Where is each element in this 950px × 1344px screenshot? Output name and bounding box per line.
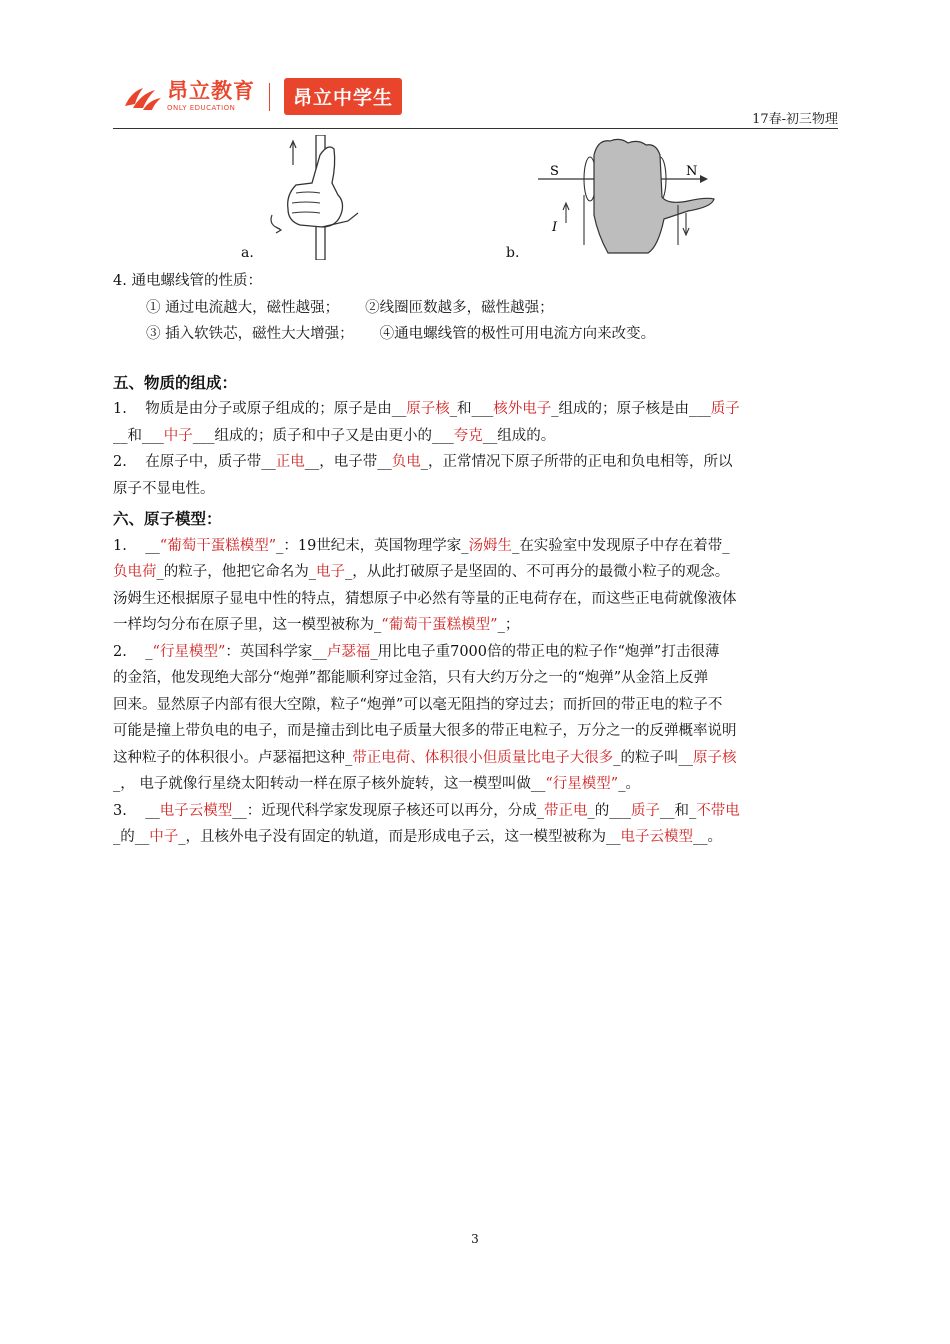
solenoid-properties-line-1: ① 通过电流越大，磁性越强； ②线圈匝数越多，磁性越强； — [146, 299, 554, 316]
page-number: 3 — [471, 1232, 479, 1246]
figure-b-solenoid-hand-image — [528, 135, 728, 260]
solenoid-properties-title: 4. 通电螺线管的性质： — [113, 273, 262, 289]
course-label: 17春-初三物理 — [752, 112, 838, 127]
figure-b-label: b. — [506, 245, 520, 261]
model-1-line-4: 一样均匀分布在原子里，这一模型被称为_“葡萄干蛋糕模型”_； — [113, 617, 520, 633]
composition-paragraph-2: 2. 在原子中，质子带__正电__，电子带__负电_，正常情况下原子所带的正电和负电相等，所以 — [113, 454, 733, 470]
section-composition-title: 五、物质的组成： — [113, 373, 238, 392]
solenoid-properties-line-2: ③ 插入软铁芯，磁性大大增强； ④通电螺线管的极性可用电流方向来改变。 — [146, 326, 656, 342]
logo-divider — [269, 83, 270, 111]
composition-paragraph-1-cont: __和___中子___组成的；质子和中子又是由更小的___夸克__组成的。 — [113, 427, 556, 444]
model-1-line-2: 负电荷_的粒子，他把它命名为_电子_，从此打破原子是坚固的、不可再分的最微小粒子的观念。 — [113, 564, 730, 580]
composition-paragraph-1: 1. 物质是由分子或原子组成的；原子是由__原子核_和___核外电子_组成的；原子核是由___质子 — [113, 401, 740, 417]
main-content — [113, 268, 838, 851]
composition-paragraph-2-cont: 原子不显电性。 — [113, 480, 215, 497]
figure-b-current-label: I — [552, 220, 558, 235]
page-header — [113, 72, 838, 130]
model-2-line-4: 可能是撞上带负电的电子，而是撞击到比电子质量大很多的带正电粒子，万分之一的反弹概率说明 — [113, 723, 737, 739]
model-2-line-2: 的金箔，他发现绝大部分“炮弹”都能顺利穿过金箔，只有大约万分之一的“炮弹”从金箔上反弹 — [113, 670, 709, 686]
logo-english-name: ONLY EDUCATION — [167, 104, 236, 112]
model-3-line-1: 3. __电子云模型__：近现代科学家发现原子核还可以再分，分成_带正电_的___质子__和_不带电 — [113, 802, 740, 819]
right-hand-rule-figures — [113, 135, 838, 265]
brand-badge: 昂立中学生 — [284, 78, 402, 115]
model-2-line-6: _， 电子就像行星绕太阳转动一样在原子核外旋转，这一模型叫做__“行星模型”_。 — [113, 776, 640, 792]
model-2-line-3: 回来。显然原子内部有很大空隙，粒子“炮弹”可以毫无阻挡的穿过去；而折回的带正电的粒子不 — [113, 696, 723, 713]
brand-logo — [121, 78, 402, 115]
model-1-line-3: 汤姆生还根据原子显电中性的特点，猜想原子中必然有等量的正电荷存在，而这些正电荷就像液体 — [113, 590, 737, 607]
model-3-line-2: _的__中子_，且核外电子没有固定的轨道，而是形成电子云，这一模型被称为__电子云模型__。 — [113, 829, 722, 845]
section-atom-model-title: 六、原子模型： — [113, 510, 222, 528]
only-education-logo-icon — [121, 80, 163, 114]
model-1-line-1: 1. __“葡萄干蛋糕模型”_：19世纪末，英国物理学家_汤姆生_在实验室中发现原子中存在着带_ — [113, 537, 730, 554]
figure-b-south-label: S — [550, 164, 559, 179]
figure-a-label: a. — [241, 245, 254, 261]
model-2-line-1: 2. _“行星模型”：英国科学家__卢瑟福_用比电子重7000倍的带正电的粒子作“炮弹”打击很薄 — [113, 643, 720, 660]
figure-a-wire-grip-image — [258, 135, 388, 260]
header-rule — [113, 128, 838, 129]
model-2-line-5: 这种粒子的体积很小。卢瑟福把这种_带正电荷、体积很小但质量比电子大很多_的粒子叫__原子核 — [113, 749, 737, 766]
figure-b-north-label: N — [686, 164, 698, 179]
logo-chinese-name: 昂立教育 — [167, 79, 255, 103]
